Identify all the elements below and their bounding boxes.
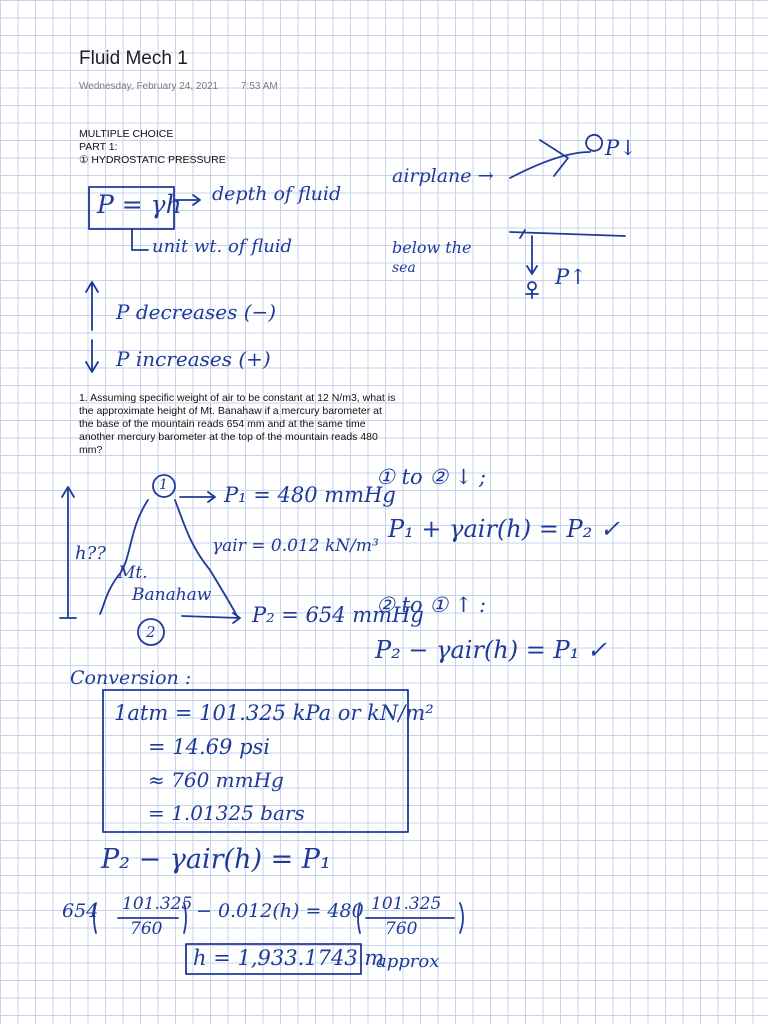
page-date: Wednesday, February 24, 2021 <box>79 81 219 92</box>
page-title: Fluid Mech 1 <box>79 48 188 69</box>
conversion-line-2: = 14.69 psi <box>148 735 271 759</box>
banahaw-label: Banahaw <box>132 585 212 605</box>
question-line: the base of the mountain reads 654 mm and at the same time <box>79 418 366 430</box>
diver-body-sketch <box>526 290 538 298</box>
point-1-label: 1 <box>159 477 168 493</box>
p2-arrow <box>182 613 240 623</box>
up-arrow <box>86 282 98 330</box>
formula-text: P = γh <box>97 190 182 219</box>
pressure-up-label: P↑ <box>555 265 587 289</box>
diver-head-sketch <box>528 282 536 290</box>
below-sea-label: below the <box>392 238 472 257</box>
section-heading: MULTIPLE CHOICE <box>79 128 174 140</box>
height-arrow <box>60 487 76 618</box>
question-line: another mercury barometer at the top of the mountain reads 480 <box>79 431 378 443</box>
airplane-sketch <box>510 135 602 178</box>
unit-wt-pointer <box>132 229 148 250</box>
pressure-increases-label: P increases (+) <box>116 347 271 371</box>
equation-2: P₂ − γair(h) = P₁ ✓ <box>375 636 607 664</box>
pressure-down-label: P↓ <box>605 136 637 160</box>
mountain-label: Mt. <box>118 563 148 583</box>
calc-middle: − 0.012(h) = 480 <box>196 900 364 922</box>
page-time: 7:53 AM <box>241 81 278 92</box>
calc-denominator-2: 760 <box>385 919 418 939</box>
calc-numerator-2: 101.325 <box>371 894 442 914</box>
direction-2-to-1: ② to ① ↑ : <box>376 593 487 617</box>
p2-value: P₂ = 654 mmHg <box>252 603 424 627</box>
depth-label: depth of fluid <box>212 183 342 205</box>
part-label: PART 1: <box>79 141 118 153</box>
point-2-label: 2 <box>146 623 156 641</box>
down-arrow <box>86 340 98 372</box>
conversion-line-1: 1atm = 101.325 kPa or kN/m² <box>114 701 434 725</box>
calc-value-654: 654 <box>62 900 99 922</box>
unit-wt-label: unit wt. of fluid <box>152 236 293 257</box>
question-line: the approximate height of Mt. Banahaw if a mercury barometer at <box>79 405 382 417</box>
conversion-line-4: = 1.01325 bars <box>148 801 305 825</box>
pressure-decreases-label: P decreases (−) <box>116 300 277 324</box>
height-label: h?? <box>75 543 106 564</box>
approx-label: approx <box>376 951 440 972</box>
direction-1-to-2: ① to ② ↓ ; <box>376 465 487 489</box>
conversion-label: Conversion : <box>70 667 192 689</box>
equation-1: P₁ + γair(h) = P₂ ✓ <box>388 515 620 543</box>
question-line: 1. Assuming specific weight of air to be constant at 12 N/m3, what is <box>79 392 396 404</box>
airplane-label: airplane → <box>392 165 494 187</box>
p1-value: P₁ = 480 mmHg <box>224 483 396 507</box>
sea-label: sea <box>392 260 416 276</box>
topic-label: ① HYDROSTATIC PRESSURE <box>79 154 226 166</box>
gamma-air-value: γair = 0.012 kN/m³ <box>212 536 379 556</box>
calc-denominator: 760 <box>130 919 163 939</box>
equation-3: P₂ − γair(h) = P₁ <box>101 844 331 875</box>
conversion-line-3: ≈ 760 mmHg <box>148 768 284 792</box>
answer-text: h = 1,933.1743 m <box>193 946 385 970</box>
p1-arrow <box>180 492 215 502</box>
question-line: mm? <box>79 444 103 456</box>
calc-numerator: 101.325 <box>122 894 193 914</box>
